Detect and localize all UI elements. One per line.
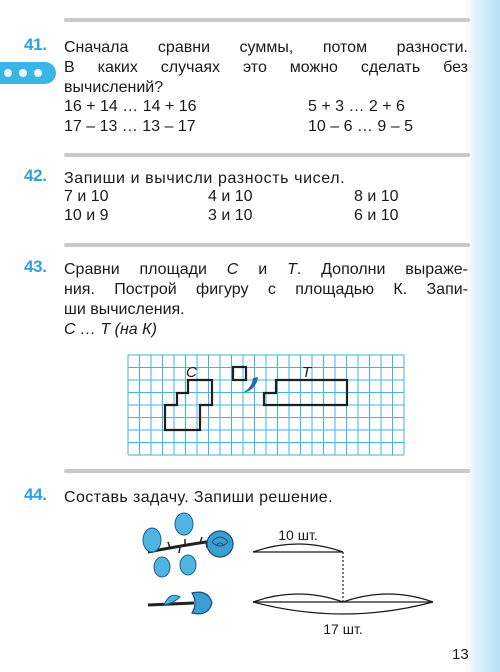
number-pair: 3 и 10 bbox=[208, 207, 253, 224]
text-fragment: . Дополни выраже- bbox=[296, 261, 469, 278]
top-label: 10 шт. bbox=[278, 527, 318, 543]
text-fragment: и bbox=[238, 261, 288, 278]
section-tab-marker bbox=[0, 62, 56, 84]
tab-dot bbox=[34, 69, 42, 77]
expression: 17 – 13 … 13 – 17 bbox=[64, 118, 196, 135]
task-number: 41. bbox=[24, 35, 47, 54]
unit-square-k bbox=[233, 367, 246, 380]
number-pair: 6 и 10 bbox=[354, 207, 399, 224]
task-number: 42. bbox=[24, 166, 47, 185]
number-pair: 7 и 10 bbox=[64, 188, 109, 205]
divider-rule bbox=[64, 18, 470, 22]
divider-rule bbox=[64, 153, 470, 157]
shape-letter-c: С bbox=[226, 261, 239, 278]
bottom-arc-right bbox=[343, 594, 433, 602]
bottom-label: 17 шт. bbox=[323, 621, 363, 637]
number-pair: 4 и 10 bbox=[208, 188, 253, 205]
shape-letter-t: Т bbox=[287, 261, 297, 278]
task-text-line: вычислений? bbox=[64, 79, 164, 96]
expression: 16 + 14 … 14 + 16 bbox=[64, 98, 197, 115]
task-instruction: Составь задачу. Запиши решение. bbox=[64, 489, 333, 506]
task-number: 43. bbox=[24, 257, 47, 276]
divider-rule bbox=[64, 243, 470, 247]
expression: 10 – 6 … 9 – 5 bbox=[308, 118, 413, 135]
task-number: 44. bbox=[24, 485, 47, 504]
task-text-line: ши вычисления. bbox=[64, 301, 185, 318]
comparison-expression: С … Т (на К) bbox=[64, 321, 157, 338]
bottom-arc-left bbox=[253, 594, 343, 602]
task-instruction: Запиши и вычисли разность чисел. bbox=[64, 170, 346, 187]
task-text-line: Сначала сравни суммы, потом разности. bbox=[64, 39, 468, 56]
top-arc bbox=[253, 544, 343, 552]
square-grid bbox=[0, 350, 500, 470]
text-fragment: Сравни площади bbox=[64, 261, 227, 278]
task-text-line: В каких случаях это можно сделать без bbox=[64, 59, 468, 76]
number-pair: 8 и 10 bbox=[354, 188, 399, 205]
page-number: 13 bbox=[452, 646, 469, 663]
tab-dot bbox=[4, 69, 12, 77]
grid-label-c: С bbox=[186, 364, 197, 381]
task-text-line bbox=[64, 260, 468, 279]
tab-dot bbox=[19, 69, 27, 77]
task-text-line: ния. Построй фигуру с площадью К. Запи- bbox=[64, 281, 468, 298]
bottom-brace-arc bbox=[253, 602, 433, 614]
grid-label-t: Т bbox=[302, 364, 312, 381]
expression: 5 + 3 … 2 + 6 bbox=[308, 98, 405, 115]
segment-diagram bbox=[0, 510, 500, 640]
number-pair: 10 и 9 bbox=[64, 207, 109, 224]
